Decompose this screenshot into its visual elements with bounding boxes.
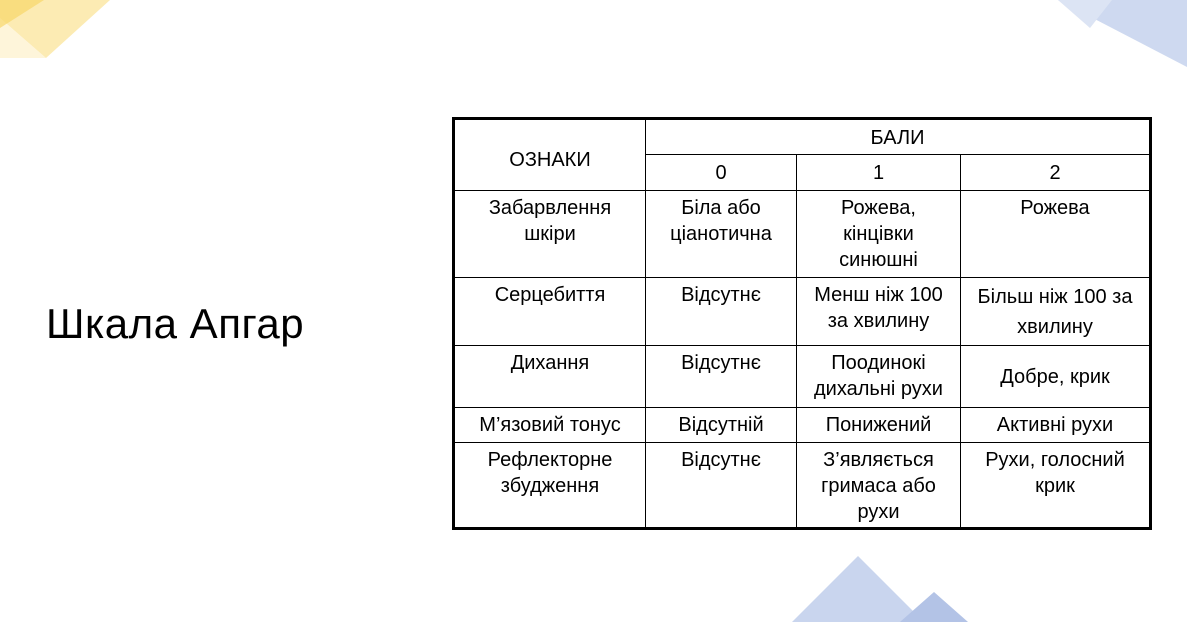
score-1-cell: Менш ніж 100 за хвилину	[797, 278, 961, 345]
score-0-cell: Відсутнє	[646, 278, 797, 345]
sign-cell: Рефлекторне збудження	[454, 442, 646, 528]
table-row	[454, 278, 1151, 345]
corner-triangle-blue-right	[1058, 0, 1187, 67]
score-2-cell: Добре, крик	[961, 345, 1151, 407]
table-header-row	[454, 119, 1151, 155]
sign-cell: Забарвлення шкіри	[454, 191, 646, 278]
corner-triangle-yellow-small	[0, 0, 44, 28]
score-header-2: 2	[961, 155, 1151, 191]
score-0-cell: Відсутнє	[646, 345, 797, 407]
sign-cell: Дихання	[454, 345, 646, 407]
score-2-cell: Рожева	[961, 191, 1151, 278]
corner-triangle-yellow	[0, 0, 110, 58]
table-row	[454, 407, 1151, 442]
sign-cell: М’язовий тонус	[454, 407, 646, 442]
bottom-triangle-blue-2	[900, 592, 968, 622]
sign-cell: Серцебиття	[454, 278, 646, 345]
score-1-cell: Понижений	[797, 407, 961, 442]
signs-column-header: ОЗНАКИ	[454, 119, 646, 191]
table-row	[454, 442, 1151, 528]
apgar-table	[452, 117, 1152, 530]
corner-triangle-yellow-light	[0, 18, 46, 58]
table-row	[454, 345, 1151, 407]
score-0-cell: Відсутнє	[646, 442, 797, 528]
bottom-triangle-blue	[792, 556, 924, 622]
score-1-cell: Поодинокі дихальні рухи	[797, 345, 961, 407]
score-1-cell: Рожева, кінцівки синюшні	[797, 191, 961, 278]
score-header-1: 1	[797, 155, 961, 191]
score-2-cell: Більш ніж 100 за хвилину	[961, 278, 1151, 345]
score-2-cell: Рухи, голосний крик	[961, 442, 1151, 528]
score-header-0: 0	[646, 155, 797, 191]
score-0-cell: Біла або ціанотична	[646, 191, 797, 278]
corner-triangle-blue-right-2	[1058, 0, 1112, 28]
score-0-cell: Відсутній	[646, 407, 797, 442]
table-row	[454, 191, 1151, 278]
score-2-cell: Активні рухи	[961, 407, 1151, 442]
score-1-cell: З’являється гримаса або рухи	[797, 442, 961, 528]
slide-title: Шкала Апгар	[46, 300, 305, 347]
scores-group-header: БАЛИ	[646, 119, 1151, 155]
